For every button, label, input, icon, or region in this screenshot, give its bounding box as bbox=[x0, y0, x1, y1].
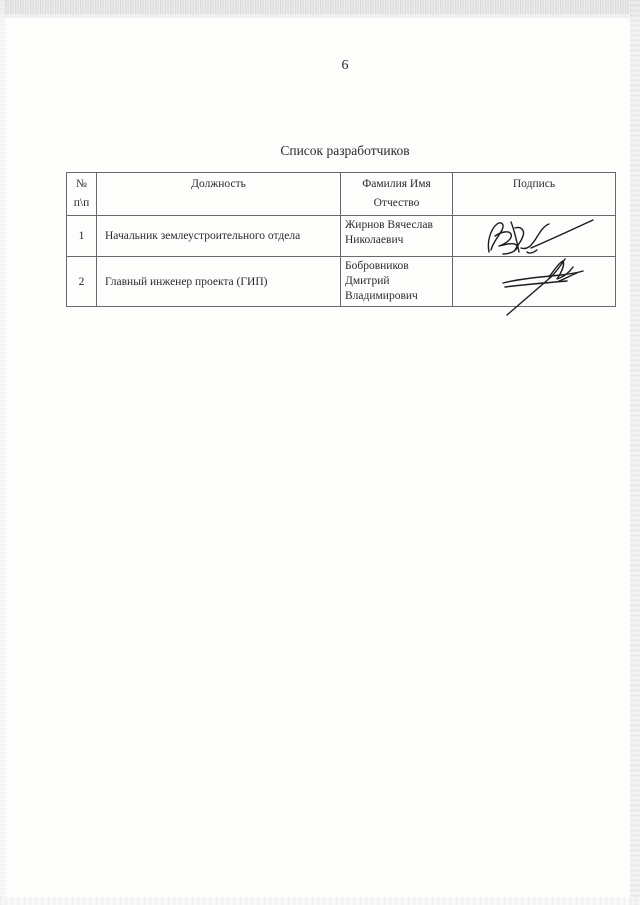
row-full-name: Бобровников Дмитрий Владимирович bbox=[341, 257, 453, 307]
list-title: Список разработчиков bbox=[280, 143, 410, 158]
developers-table bbox=[66, 172, 616, 307]
row-full-name: Жирнов Вячеслав Николаевич bbox=[341, 216, 453, 257]
handwritten-signature-icon bbox=[499, 255, 595, 317]
header-number: № п\п bbox=[67, 173, 97, 216]
page-number: 6 bbox=[341, 58, 349, 73]
table-row bbox=[67, 216, 616, 257]
scan-edge-top-inner bbox=[0, 14, 640, 18]
signature-cell bbox=[453, 257, 616, 307]
scan-edge-right bbox=[630, 0, 640, 905]
row-number: 1 bbox=[67, 216, 97, 257]
table-header-row bbox=[67, 173, 616, 216]
header-position: Должность bbox=[97, 173, 341, 216]
row-position: Начальник землеустроительного отдела bbox=[97, 216, 341, 257]
scan-edge-top bbox=[0, 0, 640, 14]
handwritten-signature-icon bbox=[475, 212, 605, 262]
header-full-name: Фамилия Имя Отчество bbox=[341, 173, 453, 216]
table-row bbox=[67, 257, 616, 307]
signature-cell bbox=[453, 216, 616, 257]
scan-edge-bottom bbox=[0, 897, 640, 905]
scan-edge-left bbox=[0, 0, 5, 905]
header-signature: Подпись bbox=[453, 173, 616, 216]
row-number: 2 bbox=[67, 257, 97, 307]
row-position: Главный инженер проекта (ГИП) bbox=[97, 257, 341, 307]
